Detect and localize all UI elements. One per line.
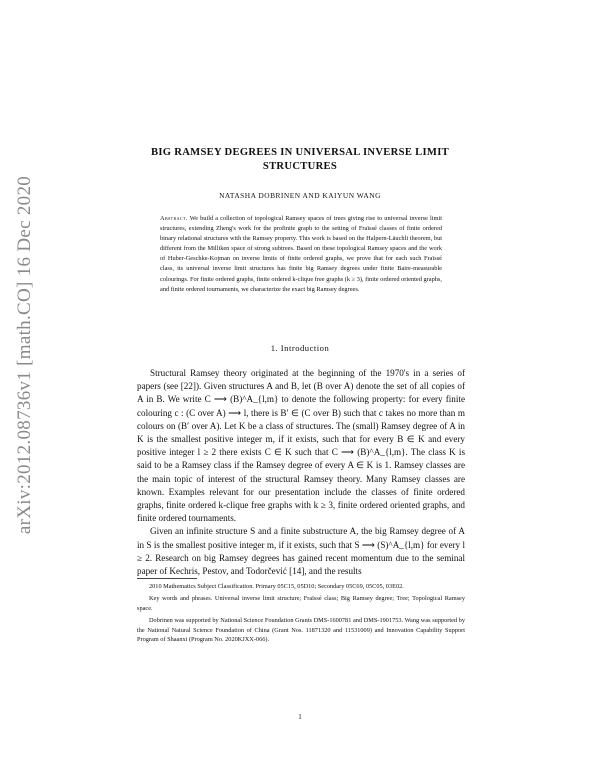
paragraph-2: Given an infinite structure S and a finite substructure A, the big Ramsey degree of A in S is the smallest positive integer m, if it exists, such that S ⟶ (S)^A_{l,m} for every l ≥ 2. Research on big Ramsey degrees has gained recent momentum due to the seminal paper of Kechris, Pestov, and Todorčević [14], and the results xyxy=(137,526,465,577)
body-text xyxy=(137,367,465,578)
paragraph-1: Structural Ramsey theory originated at the beginning of the 1970's in a series of papers (see [22]). Given structures A and B, let (B over A) denote the set of all copies of A in B. We write C ⟶ (B)^A_{l,m} to denote the following property: for every finite colouring c : (C over A) ⟶ l, there is B′ ∈ (C over B) such that c takes no more than m colours on (B′ over A). Let K be a class of structures. The (small) Ramsey degree of A in K is the smallest positive integer m, if it exists, such that for every B ∈ K and every positive integer l ≥ 2 there exists C ∈ K such that C ⟶ (B)^A_{l,m}. The class K is said to be a Ramsey class if the Ramsey degree of every A ∈ K is 1. Ramsey classes are the main topic of interest of the structural Ramsey theory. Many Ramsey classes are known. Examples relevant for our presentation include the classes of finite ordered graphs, finite ordered k-clique free graphs with k ≥ 3, finite ordered oriented graphs, and finite ordered tournaments. xyxy=(137,368,465,524)
section-heading: 1. Introduction xyxy=(270,343,330,353)
footnote-rule xyxy=(137,578,197,579)
footnote-keywords: Key words and phrases. Universal inverse limit structure; Fraïssé class; Big Ramsey degree; Tree; Topological Ramsey space. xyxy=(137,595,465,612)
footnotes xyxy=(137,582,465,647)
footnote-funding: Dobrinen was supported by National Science Foundation Grants DMS-1600781 and DMS-1901753. Wang was supported by the National Natural Science Foundation of China (Grant Nos. 11871320 and 11531009) and Innovation Capability Support Program of Shaanxi (Program No. 2020KJXX-066). xyxy=(137,617,465,644)
arxiv-id: arXiv:2012.08736v1 [math.CO] 16 Dec 2020 xyxy=(14,175,35,535)
authors: NATASHA DOBRINEN AND KAIYUN WANG xyxy=(219,191,381,200)
abstract xyxy=(160,214,442,295)
paper-title xyxy=(120,146,480,174)
title-line-1: BIG RAMSEY DEGREES IN UNIVERSAL INVERSE LIMIT xyxy=(150,147,450,158)
arxiv-sidebar xyxy=(8,140,42,570)
footnote-msc: 2010 Mathematics Subject Classification. Primary 05C15, 05D10; Secondary 05C69, 05C05, 03E02. xyxy=(149,583,404,590)
abstract-text: We build a collection of topological Ramsey spaces of trees giving rise to universal inverse limit structures, extending Zheng's work for the profinite graph to the setting of Fraïssé classes of finite ordered binary relational structures with the Ramsey property. This work is based on the Halpern-Läuchli theorem, but different from the Milliken space of strong subtrees. Based on these topological Ramsey spaces and the work of Huber-Geschke-Kojman on inverse limits of finite ordered graphs, we prove that for each such Fraïssé class, its universal inverse limit structures has finite big Ramsey degrees under finite Baire-measurable colourings. For finite ordered graphs, finite ordered k-clique free graphs (k ≥ 3), finite ordered oriented graphs, and finite ordered tournaments, we characterize the exact big Ramsey degrees. xyxy=(160,215,442,293)
title-line-2: STRUCTURES xyxy=(262,161,338,172)
abstract-label: Abstract. xyxy=(160,215,188,222)
page-number: 1 xyxy=(298,713,302,721)
